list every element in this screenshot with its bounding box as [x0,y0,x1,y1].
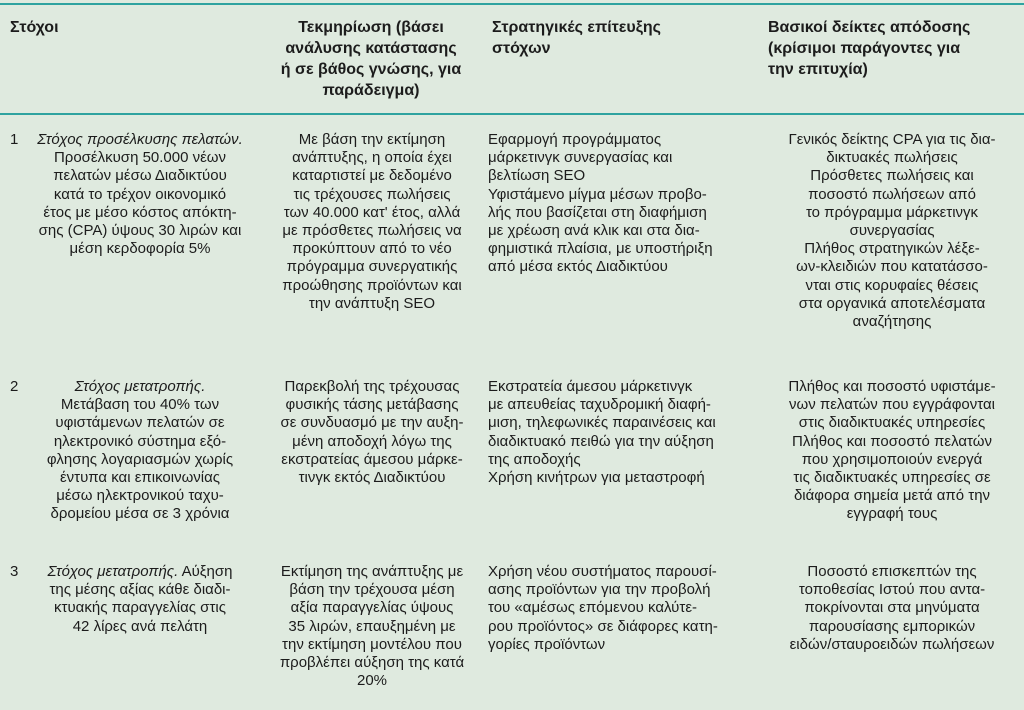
objective-title: Στόχος προσέλκυσης πελατών [37,131,239,148]
justification-line: καταρτιστεί με δεδομένο [292,167,452,185]
strategy-line: Εφαρμογή προγράμματος [488,131,662,148]
strategy-line: διαδικτυακό πειθώ για την αύξηση [488,432,714,450]
justification-line: τις τρέχουσες πωλήσεις [293,185,451,203]
header-line: την επιτυχία) [768,61,868,78]
header-justification [266,17,476,101]
objective-line: φλησης λογαριασμών χωρίς [46,450,234,468]
strategy-line: Εκστρατεία άμεσου μάρκετινγκ [488,378,693,395]
kpi-line: στα οργανικά αποτελέσματα [798,294,986,312]
justification-line: τινγκ εκτός Διαδικτύου [298,469,446,487]
row-1-objective: 1 Στόχος προσέλκυσης πελατών. Προσέλκυση 50.000 νέων πελατών μέσω Διαδικτύου κατά το τρέχον οικονομικό έτος με μέσο κόστος απόκτη- σης (CPA) ύψους 30 λιρών και μέση κερδοφορία 5% [10,131,246,258]
kpi-line: τοποθεσίας Ιστού που αντα- [798,581,986,599]
row-2-kpis [764,378,1020,524]
strategy-line: από μέσα εκτός Διαδικτύου [488,258,668,276]
objective-title: Στόχος μετατροπής [74,378,202,395]
objective-line: πελατών μέσω Διαδικτύου [53,167,227,185]
row-3-justification [262,563,482,690]
objective-title: Στόχος μετατροπής [47,563,175,580]
kpi-line: Ποσοστό επισκεπτών της [807,563,977,580]
objective-line: ηλεκτρονικό σύστημα εξό- [53,432,227,450]
kpi-line: ειδών/σταυροειδών πωλήσεων [789,635,995,653]
kpi-line: συνεργασίας [849,222,935,240]
kpi-line: εγγραφή τους [846,505,938,523]
strategy-line: βελτίωση SEO [488,167,586,185]
justification-line: βάση την τρέχουσα μέση [289,581,455,599]
objective-line: κατά το τρέχον οικονομικό [53,185,227,203]
justification-line: φυσικής τάσης μετάβασης [285,396,459,414]
kpi-line: τις διαδικτυακές υπηρεσίες σε [793,469,991,487]
header-kpis [768,17,1018,80]
justification-line: Εκτίμηση της ανάπτυξης με [280,563,464,580]
kpi-line: Πλήθος στρατηγικών λέξε- [804,240,980,258]
justification-line: προκύπτουν από το νέο [292,240,452,258]
header-line: ανάλυσης κατάστασης [285,40,457,57]
row-number: 1 [10,131,19,148]
objective-line: σης (CPA) ύψους 30 λιρών και [38,222,242,240]
strategy-line: μιση, τηλεφωνικές παραινέσεις και [488,414,716,432]
kpi-line: διάφορα σημεία μετά από την [793,487,991,505]
kpi-line: αναζήτησης [852,313,932,331]
objective-line: κτυακής παραγγελίας στις [54,599,226,617]
justification-line: εκστρατείας άμεσου μάρκε- [281,450,463,468]
row-3-objective: 3 Στόχος μετατροπής. Αύξηση της μέσης αξίας κάθε διαδι- κτυακής παραγγελίας στις 42 λίρες ανά πελάτη [10,563,246,636]
objective-line: έτος με μέσο κόστος απόκτη- [43,203,237,221]
objective-line: έντυπα και επικοινωνίας [59,469,221,487]
justification-line: αξία παραγγελίας ύψους [290,599,454,617]
objective-line: μέση κερδοφορία 5% [69,240,211,258]
row-2-strategies [488,378,748,487]
justification-line: Με βάση την εκτίμηση [298,131,446,148]
objective-line: 42 λίρες ανά πελάτη [72,617,208,635]
objective-line: Μετάβαση του 40% των [60,396,220,414]
kpi-line: νται στις κορυφαίες θέσεις [805,276,979,294]
strategy-line: του «αμέσως επόμενου καλύτε- [488,599,697,617]
justification-line: Παρεκβολή της τρέχουσας [284,378,460,395]
strategy-line: με χρέωση ανά κλικ και στα δια- [488,222,700,240]
header-line: (κρίσιμοι παράγοντες για [768,40,961,57]
justification-line: μένη αποδοχή λόγω της [292,432,452,450]
objective-inline: Αύξηση [181,563,233,580]
header-divider [0,113,1024,115]
header-line: ή σε βάθος γνώσης, για [280,61,462,78]
objective-line: υφιστάμενων πελατών σε [55,414,225,432]
justification-line: προβλέπει αύξηση της κατά [279,654,465,672]
justification-line: την ανάπτυξη SEO [308,294,436,312]
kpi-line: ποσοστό πωλήσεων από [808,185,976,203]
kpi-line: Πλήθος και ποσοστό υφιστάμε- [788,378,996,395]
header-line: στόχων [492,40,551,57]
header-line: Βασικοί δείκτες απόδοσης [768,19,971,36]
kpi-line: στις διαδικτυακές υπηρεσίες [798,414,986,432]
justification-line: 20% [356,672,388,690]
header-line: παράδειγμα) [322,82,420,99]
strategy-line: λής που βασίζεται στη διαφήμιση [488,203,707,221]
kpi-line: Γενικός δείκτης CPA για τις δια- [788,131,996,148]
kpi-line: Πλήθος και ποσοστό πελατών [792,432,992,450]
header-line: Τεκμηρίωση (βάσει [298,19,444,36]
kpi-line: νων πελατών που εγγράφονται [789,396,995,414]
strategy-line: Υφιστάμενο μίγμα μέσων προβο- [488,185,707,203]
objective-line: Προσέλκυση 50.000 νέων [53,149,227,167]
strategy-line: ρου προϊόντος» σε διάφορες κατη- [488,617,718,635]
strategy-line: φημιστικά πλαίσια, με υποστήριξη [488,240,713,258]
kpi-line: που χρησιμοποιούν ενεργά [801,450,983,468]
strategy-line: Χρήση κινήτρων για μεταστροφή [488,469,705,487]
row-2-justification [262,378,482,487]
strategy-line: μάρκετινγκ συνεργασίας και [488,149,673,167]
header-line: Στόχοι [10,19,59,36]
row-3-kpis [764,563,1020,654]
objective-line: μέσω ηλεκτρονικού ταχυ- [56,487,224,505]
kpi-line: το πρόγραμμα μάρκετινγκ [805,203,979,221]
justification-line: 35 λιρών, επαυξημένη με [288,617,456,635]
row-number: 3 [10,563,19,580]
justification-line: την εκτίμηση μοντέλου που [282,635,462,653]
strategy-line: με απευθείας ταχυδρομική διαφή- [488,396,711,414]
header-line: Στρατηγικές επίτευξης [492,19,661,36]
kpi-line: Πρόσθετες πωλήσεις και [810,167,974,185]
strategy-line: ασης προϊόντων για την προβολή [488,581,711,599]
justification-line: με πρόσθετες πωλήσεις να [282,222,462,240]
row-1-kpis [764,131,1020,331]
kpi-line: ποκρίνονται στα μηνύματα [804,599,980,617]
row-number: 2 [10,378,19,395]
strategy-line: γορίες προϊόντων [488,635,606,653]
justification-line: ανάπτυξης, η οποία έχει [292,149,452,167]
objective-line: δρομείου μέσα σε 3 χρόνια [50,505,230,523]
row-3-strategies [488,563,748,654]
objective-line: της μέσης αξίας κάθε διαδι- [49,581,231,599]
top-divider [0,3,1024,5]
row-1-justification [262,131,482,313]
strategy-line: της αποδοχής [488,450,581,468]
justification-line: σε συνδυασμό με την αυξη- [280,414,464,432]
header-objectives [10,17,230,38]
justification-line: προώθησης προϊόντων και [282,276,462,294]
header-strategies [492,17,742,59]
kpi-line: παρουσίασης εμπορικών [808,617,976,635]
row-2-objective: 2 Στόχος μετατροπής. Μετάβαση του 40% των υφιστάμενων πελατών σε ηλεκτρονικό σύστημα εξό- φλησης λογαριασμών χωρίς έντυπα και επικοινωνίας μέσω ηλεκτρονικού ταχυ- δρομείου μέσα σε 3 χρόνια [10,378,246,524]
row-1-strategies [488,131,748,277]
kpi-line: δικτυακές πωλήσεις [826,149,958,167]
justification-line: πρόγραμμα συνεργατικής [286,258,458,276]
justification-line: των 40.000 κατ' έτος, αλλά [283,203,461,221]
kpi-line: ων-κλειδιών που κατατάσσο- [796,258,988,276]
strategy-line: Χρήση νέου συστήματος παρουσί- [488,563,717,580]
